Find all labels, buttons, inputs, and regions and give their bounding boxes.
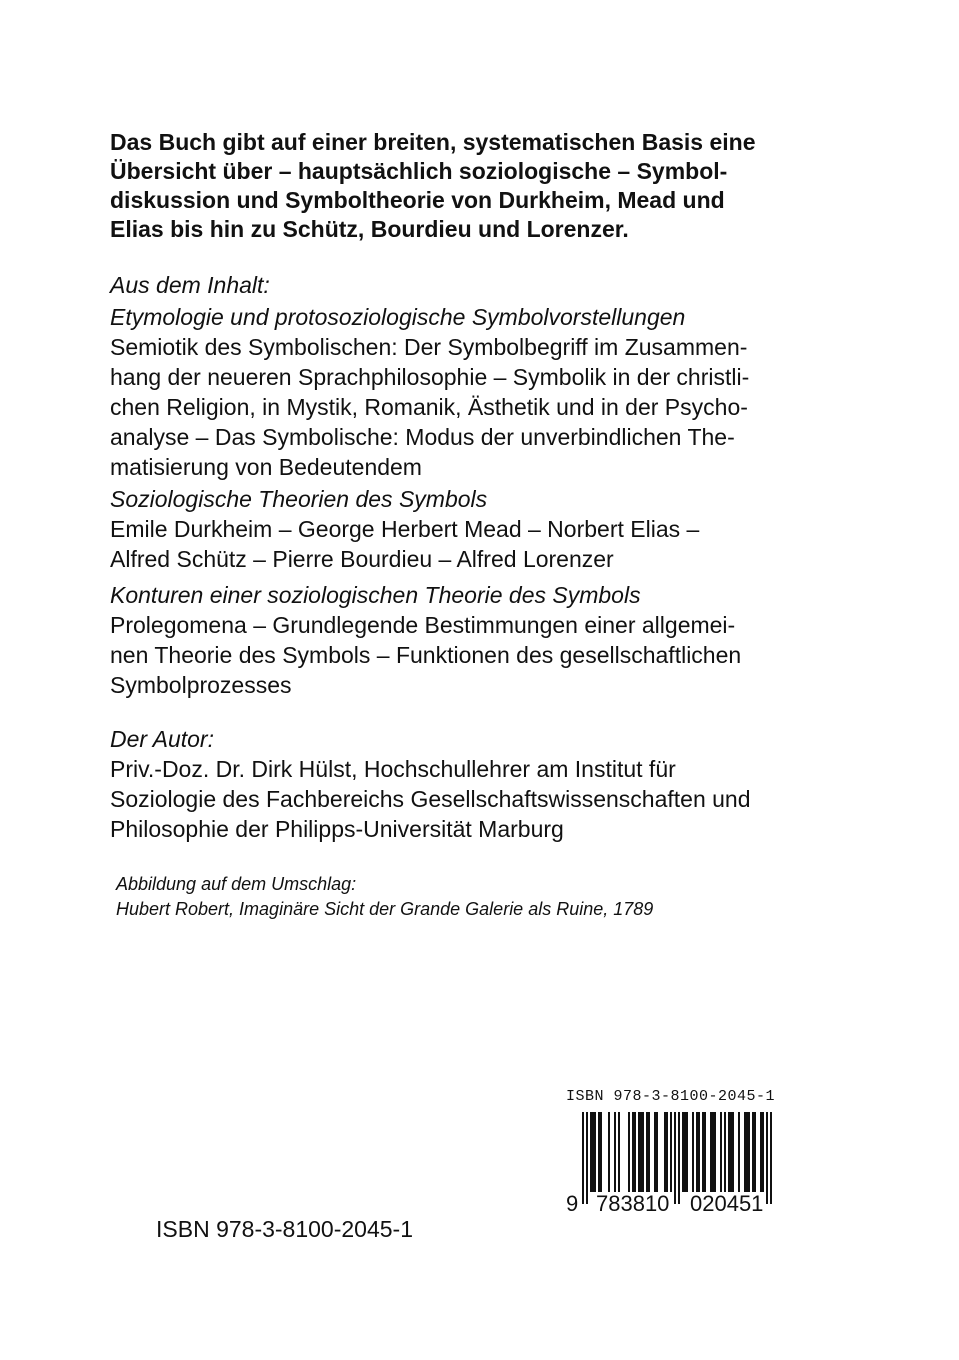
barcode-bar: [600, 1112, 602, 1192]
barcode-bar: [702, 1112, 704, 1192]
cover-image-note: [116, 872, 653, 922]
barcode-bar: [640, 1112, 642, 1192]
barcode-bar: [632, 1112, 634, 1192]
author-heading: Der Autor:: [110, 726, 214, 752]
author-line: Priv.-Doz. Dr. Dirk Hülst, Hochschullehrer am Institut für: [110, 756, 676, 782]
section-line: Semiotik des Symbolischen: Der Symbolbegriff im Zusammen-: [110, 334, 748, 360]
barcode-bar: [748, 1112, 750, 1192]
section-line: Symbolprozesses: [110, 672, 292, 698]
barcode-bar: [738, 1112, 740, 1192]
barcode-bar: [766, 1112, 768, 1204]
barcode-bar: [684, 1112, 686, 1192]
barcode-bar: [762, 1112, 764, 1192]
section-title: Soziologische Theorien des Symbols: [110, 486, 488, 512]
barcode-bar: [712, 1112, 714, 1192]
barcode-bar: [760, 1112, 762, 1192]
contents-section-etymologie: [110, 302, 850, 482]
barcode-bar: [666, 1112, 668, 1192]
barcode-bar: [696, 1112, 698, 1192]
intro-line: Übersicht über – hauptsächlich soziologische – Symbol-: [110, 158, 728, 184]
contents-section-konturen: [110, 580, 850, 700]
barcode-bar: [618, 1112, 620, 1192]
barcode-bar: [752, 1112, 754, 1192]
barcode-bar: [608, 1112, 610, 1192]
barcode-bar: [586, 1112, 588, 1204]
barcode-bar: [646, 1112, 648, 1192]
barcode-bar: [724, 1112, 726, 1192]
barcode-bar: [746, 1112, 748, 1192]
barcode-bar: [732, 1112, 734, 1192]
isbn-barcode: [560, 1088, 816, 1220]
barcode-bar: [704, 1112, 706, 1192]
barcode-bar: [744, 1112, 746, 1192]
barcode-bar: [686, 1112, 688, 1192]
barcode-bar: [664, 1112, 666, 1192]
barcode-right-digits: 020451: [690, 1191, 764, 1216]
cover-image-label: Abbildung auf dem Umschlag:: [116, 874, 357, 894]
section-line: Emile Durkheim – George Herbert Mead – Norbert Elias –: [110, 516, 700, 542]
barcode-bar: [714, 1112, 716, 1192]
section-line: chen Religion, in Mystik, Romanik, Ästhetik und in der Psycho-: [110, 394, 748, 420]
intro-line: diskussion und Symboltheorie von Durkheim, Mead und: [110, 187, 725, 213]
barcode-bar: [692, 1112, 694, 1192]
barcode-bar: [634, 1112, 636, 1192]
barcode-bar: [678, 1112, 680, 1204]
author-line: Philosophie der Philipps-Universität Marburg: [110, 816, 564, 842]
section-line: nen Theorie des Symbols – Funktionen des gesellschaftlichen: [110, 642, 742, 668]
barcode-bar: [698, 1112, 700, 1192]
section-line: Prolegomena – Grundlegende Bestimmungen einer allgemei-: [110, 612, 736, 638]
barcode-lead-digit: 9: [566, 1191, 579, 1216]
section-line: hang der neueren Sprachphilosophie – Symbolik in der christli-: [110, 364, 750, 390]
barcode-bar: [594, 1112, 596, 1192]
section-line: matisierung von Bedeutendem: [110, 454, 422, 480]
barcode-bar: [628, 1112, 630, 1192]
intro-line: Das Buch gibt auf einer breiten, systematischen Basis eine: [110, 129, 756, 155]
author-block: [110, 724, 850, 844]
section-title: Konturen einer soziologischen Theorie des Symbols: [110, 582, 641, 608]
barcode-bar: [730, 1112, 732, 1192]
barcode-bar: [582, 1112, 584, 1204]
barcode-bar: [682, 1112, 684, 1192]
barcode-bar: [598, 1112, 600, 1192]
barcode-bar: [674, 1112, 676, 1204]
author-line: Soziologie des Fachbereichs Gesellschaftswissenschaften und: [110, 786, 751, 812]
section-line: Alfred Schütz – Pierre Bourdieu – Alfred Lorenzer: [110, 546, 614, 572]
barcode-bar: [754, 1112, 756, 1192]
barcode-bar: [648, 1112, 650, 1192]
barcode-bar: [654, 1112, 656, 1192]
intro-line: Elias bis hin zu Schütz, Bourdieu und Lorenzer.: [110, 216, 629, 242]
intro-paragraph: [110, 128, 850, 244]
barcode-bar: [590, 1112, 592, 1192]
barcode-left-digits: 783810: [596, 1191, 670, 1216]
barcode-bar: [656, 1112, 658, 1192]
barcode-bar: [720, 1112, 722, 1192]
barcode-bar: [638, 1112, 640, 1192]
section-title: Etymologie und protosoziologische Symbolvorstellungen: [110, 304, 686, 330]
section-line: analyse – Das Symbolische: Modus der unverbindlichen The-: [110, 424, 735, 450]
barcode-bar: [642, 1112, 644, 1192]
contents-section-theorien: [110, 484, 850, 574]
barcode-bar: [770, 1112, 772, 1204]
contents-heading: Aus dem Inhalt:: [110, 272, 270, 298]
barcode-bar: [592, 1112, 594, 1192]
barcode-bar: [728, 1112, 730, 1192]
isbn-bottom: ISBN 978-3-8100-2045-1: [156, 1216, 413, 1242]
cover-image-caption: Hubert Robert, Imaginäre Sicht der Grande Galerie als Ruine, 1789: [116, 899, 654, 919]
barcode-bar: [710, 1112, 712, 1192]
barcode-isbn-text: ISBN 978-3-8100-2045-1: [566, 1088, 776, 1105]
barcode-bar: [614, 1112, 616, 1192]
barcode-bar: [670, 1112, 672, 1192]
